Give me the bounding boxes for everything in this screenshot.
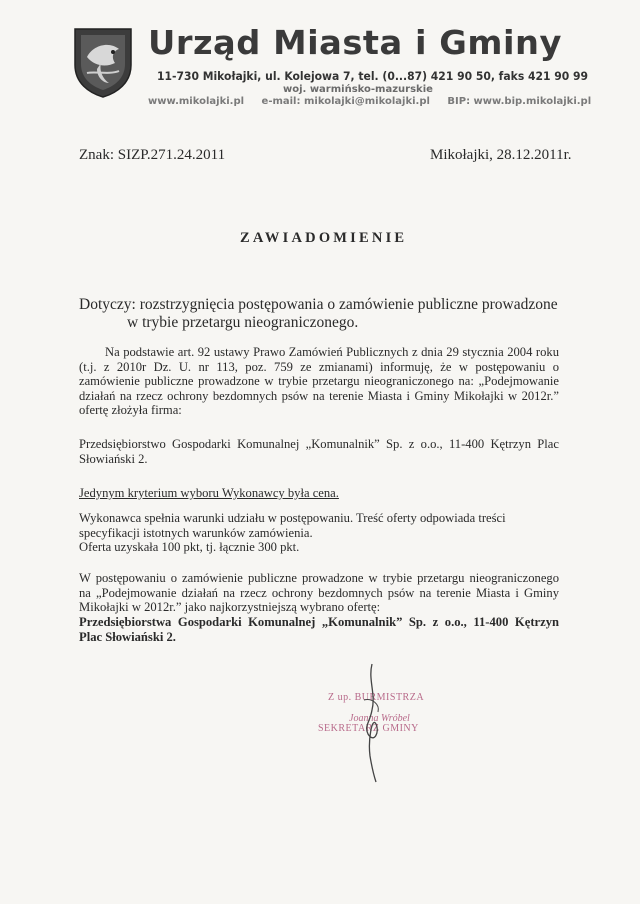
letterhead-address: 11-730 Mikołajki, ul. Kolejowa 7, tel. (0...87) 421 90 50, faks 421 90 99 — [157, 69, 589, 83]
paragraph-line: (t.j. z 2010r Dz. U. nr 113, poz. 759 ze zmianami) informuję, że w postępowaniu o — [79, 359, 559, 374]
paragraph-line: Na podstawie art. 92 ustawy Prawo Zamówień Publicznych z dnia 29 stycznia 2004 roku — [105, 345, 559, 359]
paragraph-line: W postępowaniu o zamówienie publiczne prowadzone w trybie przetargu nieograniczonego — [79, 571, 559, 585]
town-crest-icon — [73, 27, 133, 99]
stamp-line-2: SEKRETARZ GMINY — [318, 723, 419, 734]
bip-link[interactable]: BIP: www.bip.mikolajki.pl — [447, 96, 592, 107]
signature-icon — [350, 660, 410, 785]
paragraph-line: Mikołajki w 2012r.” jako najkorzystniejszą wybrano ofertę: — [79, 600, 381, 615]
paragraph-winner — [79, 615, 559, 644]
paragraph-line: zamówienie publiczne prowadzone w trybie przetargu nieograniczonego na: „Podejmowanie — [79, 374, 559, 389]
stamp-name: Joanna Wróbel — [349, 713, 410, 724]
document-heading: ZAWIADOMIENIE — [240, 230, 408, 246]
reference-number: Znak: SIZP.271.24.2011 — [79, 147, 226, 163]
paragraph-line: na „Podejmowanie działań na rzecz ochrony bezdomnych psów na terenie Miasta i Gminy — [79, 585, 559, 600]
letterhead-contact — [148, 96, 605, 107]
paragraph-line: ofertę złożyła firma: — [79, 403, 182, 418]
paragraph-line: Oferta uzyskała 100 pkt, tj. łącznie 300 pkt. — [79, 540, 300, 555]
paragraph-line: specyfikacji istotnych warunków zamówienia. — [79, 525, 313, 540]
subject-line-1: Dotyczy: rozstrzygnięcia postępowania o zamówienie publiczne prowadzone — [79, 296, 558, 313]
letterhead-title: Urząd Miasta i Gminy — [148, 23, 562, 62]
paragraph-line: działań na rzecz ochrony bezdomnych psów na terenie Miasta i Gminy Mikołajki w 2012r.” — [79, 388, 559, 403]
stamp-line-1: Z up. BURMISTRZA — [328, 692, 425, 703]
paragraph-bidder — [79, 437, 559, 466]
paragraph-selection — [79, 571, 559, 615]
winner-line: Plac Słowiański 2. — [79, 629, 176, 644]
subject-line-2: w trybie przetargu nieograniczonego. — [127, 314, 359, 331]
criterion-line: Jedynym kryterium wyboru Wykonawcy była cena. — [79, 486, 339, 500]
paragraph-legal-basis — [79, 345, 559, 418]
paragraph-criterion — [79, 486, 559, 501]
website-link[interactable]: www.mikolajki.pl — [148, 96, 245, 107]
paragraph-line: Wykonawca spełnia warunki udziału w postępowaniu. Treść oferty odpowiada treści — [79, 511, 506, 525]
email-link[interactable]: e-mail: mikolajki@mikolajki.pl — [261, 96, 430, 107]
letterhead-region: woj. warmińsko-mazurskie — [283, 84, 433, 95]
place-date: Mikołajki, 28.12.2011r. — [430, 147, 572, 163]
winner-line: Przedsiębiorstwa Gospodarki Komunalnej „Komunalnik” Sp. z o.o., 11-400 Kętrzyn — [79, 615, 559, 629]
paragraph-line: Słowiański 2. — [79, 451, 148, 466]
paragraph-evaluation — [79, 511, 559, 555]
paragraph-line: Przedsiębiorstwo Gospodarki Komunalnej „Komunalnik” Sp. z o.o., 11-400 Kętrzyn Plac — [79, 437, 559, 451]
